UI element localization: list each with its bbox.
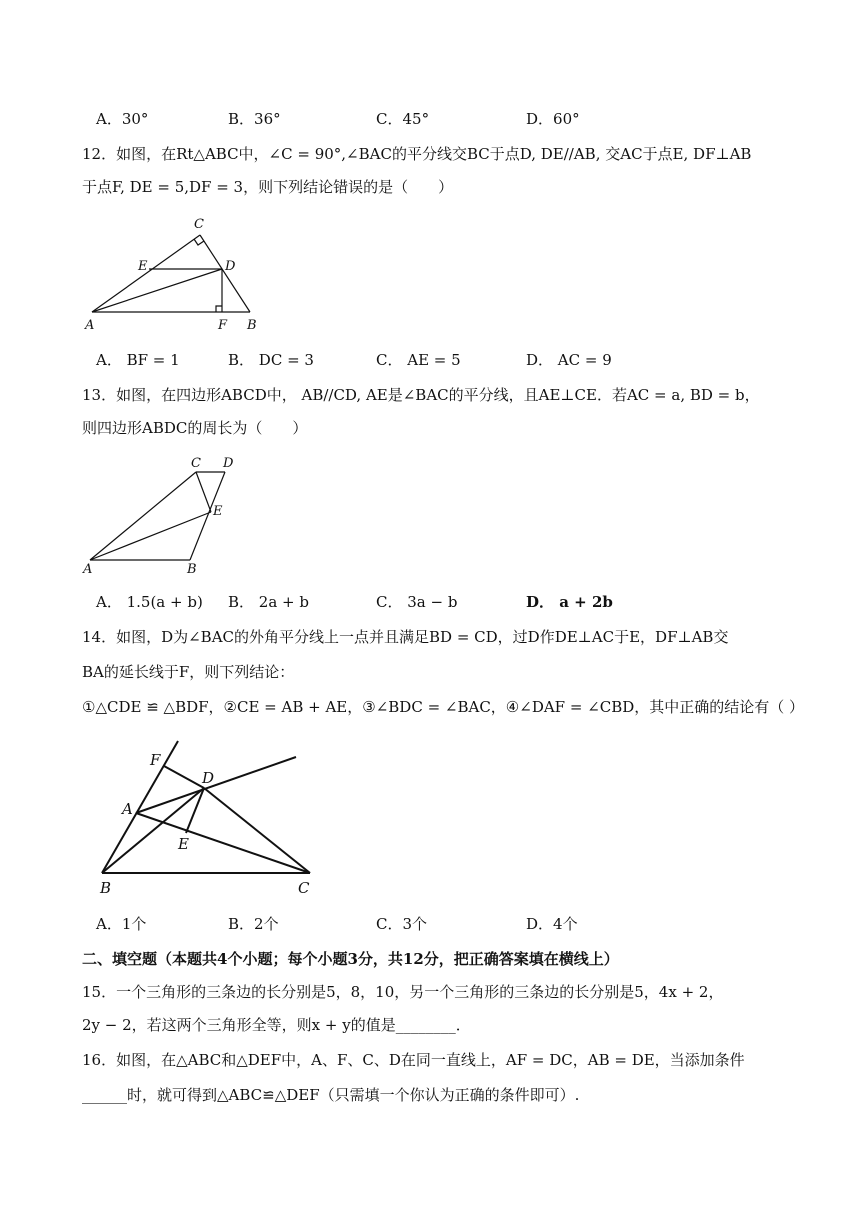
q11-option-a: A．30° xyxy=(96,110,149,128)
q13-label-b: B xyxy=(187,562,197,577)
q13-label-d: D xyxy=(223,456,234,471)
q13-stem-line2: 则四边形ABDC的周长为（ ） xyxy=(82,419,308,437)
q13-segment-ce xyxy=(196,472,211,512)
q14-segment-bf-extended xyxy=(102,741,178,873)
q12-segment-ad xyxy=(92,269,222,312)
q12-label-c: C xyxy=(194,217,204,232)
q12-label-a: A xyxy=(85,318,95,333)
q12-option-c: C． AE = 5 xyxy=(376,351,461,369)
q14-stem-line2: BA的延长线于F，则下列结论： xyxy=(82,663,295,681)
q13-figure xyxy=(80,455,250,580)
q12-right-angle-f xyxy=(216,306,222,312)
q14-label-d: D xyxy=(202,769,215,787)
q14-label-e: E xyxy=(178,835,189,853)
q14-stem-line3: ①△CDE ≌ △BDF，②CE = AB + AE，③∠BDC = ∠BAC，④∠DAF = ∠CBD，其中正确的结论有（ ） xyxy=(82,698,805,716)
q12-stem-line2: 于点F, DE = 5,DF = 3，则下列结论错误的是（ ） xyxy=(82,178,454,196)
q14-option-a: A．1个 xyxy=(96,915,147,933)
q15-stem-line1: 15．一个三角形的三条边的长分别是5，8，10，另一个三角形的三条边的长分别是5，4x + 2， xyxy=(82,983,724,1001)
q13-option-c: C． 3a − b xyxy=(376,593,458,611)
q13-label-e: E xyxy=(213,504,223,519)
q13-label-c: C xyxy=(191,456,201,471)
q12-label-d: D xyxy=(225,259,236,274)
q16-stem-line1: 16．如图，在△ABC和△DEF中，A、F、C、D在同一直线上，AF = DC，AB = DE，当添加条件 xyxy=(82,1051,745,1069)
q14-option-b: B．2个 xyxy=(228,915,279,933)
q16-stem-line2: ______时，就可得到△ABC≌△DEF（只需填一个你认为正确的条件即可）. xyxy=(82,1086,580,1104)
q14-label-f: F xyxy=(150,751,161,769)
q12-stem-line1: 12．如图，在Rt△ABC中，∠C = 90°,∠BAC的平分线交BC于点D, DE//AB, 交AC于点E, DF⊥AB xyxy=(82,145,752,163)
q14-segment-dc xyxy=(204,788,310,873)
q14-figure xyxy=(90,733,330,898)
q14-option-d: D．4个 xyxy=(526,915,578,933)
q11-option-d: D．60° xyxy=(526,110,580,128)
q12-figure xyxy=(80,212,280,337)
q14-option-c: C．3个 xyxy=(376,915,428,933)
q13-option-b: B． 2a + b xyxy=(228,593,309,611)
q12-label-b: B xyxy=(247,318,257,333)
q13-option-d: D． a + 2b xyxy=(526,593,613,611)
q14-label-a: A xyxy=(122,800,133,818)
q14-label-b: B xyxy=(100,879,112,897)
q12-label-f: F xyxy=(218,318,228,333)
q12-option-d: D． AC = 9 xyxy=(526,351,612,369)
q12-option-b: B． DC = 3 xyxy=(228,351,314,369)
q11-option-c: C．45° xyxy=(376,110,430,128)
q12-label-e: E xyxy=(138,259,148,274)
q15-stem-line2: 2y − 2，若这两个三角形全等，则x + y的值是________． xyxy=(82,1016,471,1034)
q12-option-a: A． BF = 1 xyxy=(96,351,180,369)
q14-label-c: C xyxy=(298,879,310,897)
q14-segment-fd xyxy=(164,766,204,788)
q13-stem-line1: 13．如图，在四边形ABCD中， AB//CD, AE是∠BAC的平分线，且AE⊥CE．若AC = a, BD = b， xyxy=(82,386,760,404)
q13-segment-ac xyxy=(90,472,196,560)
section-heading: 二、填空题（本题共4个小题；每个小题3分，共12分，把正确答案填在横线上） xyxy=(82,950,619,968)
q13-option-a: A． 1.5(a + b) xyxy=(96,593,203,611)
q14-stem-line1: 14．如图，D为∠BAC的外角平分线上一点并且满足BD = CD，过D作DE⊥AC于E，DF⊥AB交 xyxy=(82,628,729,646)
q11-option-b: B．36° xyxy=(228,110,281,128)
q13-label-a: A xyxy=(83,562,93,577)
